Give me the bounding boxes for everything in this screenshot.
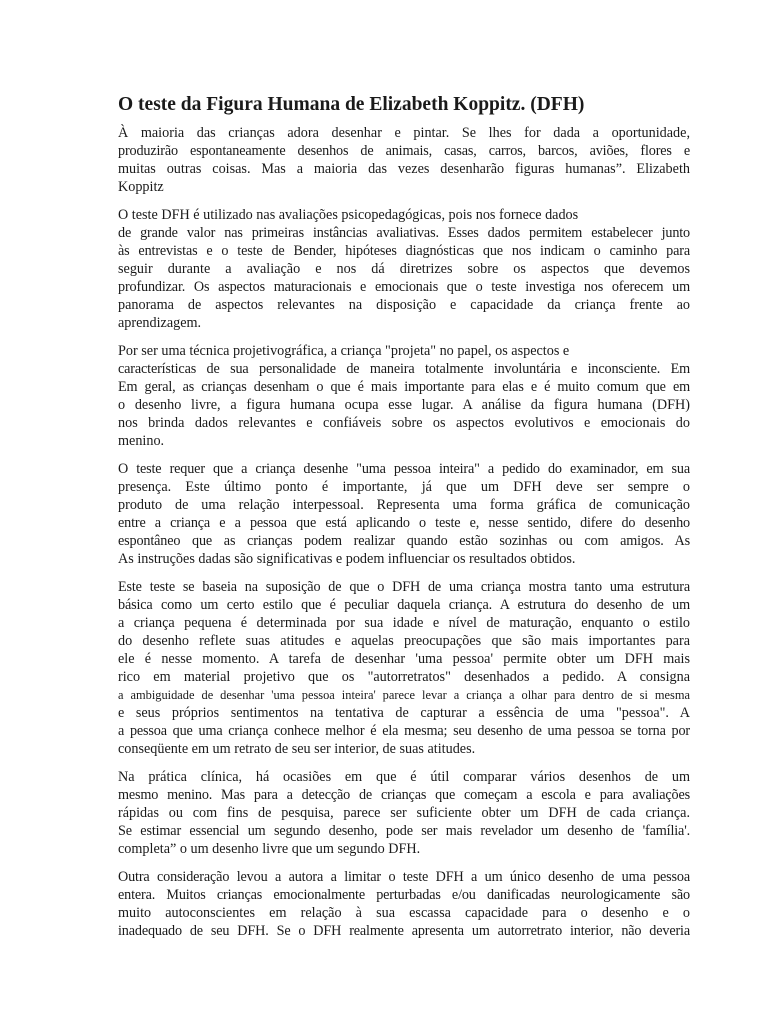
paragraph-2 [118,206,690,332]
text-line: Em geral, as crianças desenham o que é mais importante para elas e é muito comum que em [118,379,690,395]
paragraph-6 [118,768,690,858]
paragraph-4 [118,460,690,568]
text-line: a criança pequena é determinada por sua idade e nível de maturação, enquanto o estilo [118,615,690,631]
text-line: rápidas ou com fins de pesquisa, parece ser suficiente obter um DFH de cada criança. [118,805,690,821]
text-line: entre a criança e a pessoa que está aplicando o teste e, nesse sentido, difere do desenho [118,515,690,531]
text-line: e seus próprios sentimentos na tentativa de capturar a essência de uma "pessoa". A [118,705,690,721]
text-line: menino. [118,433,165,449]
text-line: rico em material projetivo que os "autorretratos" desenhados a pedido. A consigna [118,669,690,685]
text-line: seguir durante a avaliação e nos dá diretrizes sobre os aspectos que devemos [118,261,690,277]
text-line: O teste DFH é utilizado nas avaliações psicopedagógicas, pois nos fornece dados [118,207,579,223]
text-line: profundizar. Os aspectos maturacionais e emocionais que o teste investiga nos oferecem um [118,279,690,295]
text-line: presença. Este último ponto é importante, já que um DFH deve ser sempre o [118,479,690,495]
paragraph-5 [118,578,690,758]
text-line: conseqüente em um retrato de seu ser interior, de suas atitudes. [118,741,476,757]
text-line: Se estimar essencial um segundo desenho, pode ser mais revelador um desenho de 'família'. [118,823,690,839]
text-line: produto de uma relação interpessoal. Representa uma forma gráfica de comunicação [118,497,690,513]
paragraph-1 [118,124,690,196]
text-line: Koppitz [118,179,164,195]
text-line: Na prática clínica, há ocasiões em que é útil comparar vários desenhos de um [118,769,690,785]
text-line: do desenho reflete suas atitudes e aquelas preocupações que são mais importantes para [118,633,690,649]
text-line: inadequado de seu DFH. Se o DFH realmente apresenta um autorretrato interior, não deveria [118,923,690,939]
text-line: muito autoconscientes em relação à sua escassa capacidade para o desenho e o [118,905,690,921]
text-line: ele é nesse momento. A tarefa de desenhar 'uma pessoa' permite obter um DFH mais [118,651,690,667]
text-line: nos brinda dados relevantes e confiáveis sobre os aspectos evolutivos e emocionais do [118,415,690,431]
paragraph-7 [118,868,690,940]
text-line: o desenho livre, a figura humana ocupa esse lugar. A análise da figura humana (DFH) [118,397,690,413]
document-title: O teste da Figura Humana de Elizabeth Koppitz. (DFH) [118,94,585,115]
text-line: entera. Muitos crianças emocionalmente perturbadas e/ou danificadas neurologicamente são [118,887,690,903]
text-line: Este teste se baseia na suposição de que o DFH de uma criança mostra tanto uma estrutura [118,579,690,595]
text-line: mesmo menino. Mas para a detecção de crianças que começam a escola e para avaliações [118,787,690,803]
text-line: muitas outras coisas. Mas a maioria das vezes desenharão figuras humanas”. Elizabeth [118,161,690,177]
text-line: As instruções dadas são significativas e podem influenciar os resultados obtidos. [118,551,576,567]
text-line: À maioria das crianças adora desenhar e pintar. Se lhes for dada a oportunidade, [118,125,690,141]
text-line: características de sua personalidade de maneira totalmente involuntária e inconsciente. Em [118,361,690,377]
text-line: aprendizagem. [118,315,202,331]
text-line: completa” o um desenho livre que um segundo DFH. [118,841,421,857]
text-line: básica como um certo estilo que é peculiar daquela criança. A estrutura do desenho de um [118,597,690,613]
text-line: às entrevistas e o teste de Bender, hipóteses diagnósticas que nos indicam o caminho para [118,243,690,259]
text-line: a pessoa que uma criança conhece melhor é ela mesma; seu desenho de uma pessoa se torna por [118,723,690,739]
text-line: panorama de aspectos relevantes na disposição e capacidade da criança frente ao [118,297,690,313]
text-line: Outra consideração levou a autora a limitar o teste DFH a um único desenho de uma pessoa [118,869,690,885]
text-line: Por ser uma técnica projetivográfica, a criança "projeta" no papel, os aspectos e [118,343,570,359]
paragraph-3 [118,342,690,450]
text-line: produzirão espontaneamente desenhos de animais, casas, carros, barcos, aviões, flores e [118,143,690,159]
text-line: O teste requer que a criança desenhe "uma pessoa inteira" a pedido do examinador, em sua [118,461,690,477]
text-line: de grande valor nas primeiras instâncias avaliativas. Esses dados permitem estabelecer junto [118,225,690,241]
text-line: espontâneo que as crianças podem realizar quando estão sozinhas ou com amigos. As [118,533,690,549]
text-line: a ambiguidade de desenhar 'uma pessoa inteira' parece levar a criança a olhar para dentro de si mesma [118,688,690,702]
